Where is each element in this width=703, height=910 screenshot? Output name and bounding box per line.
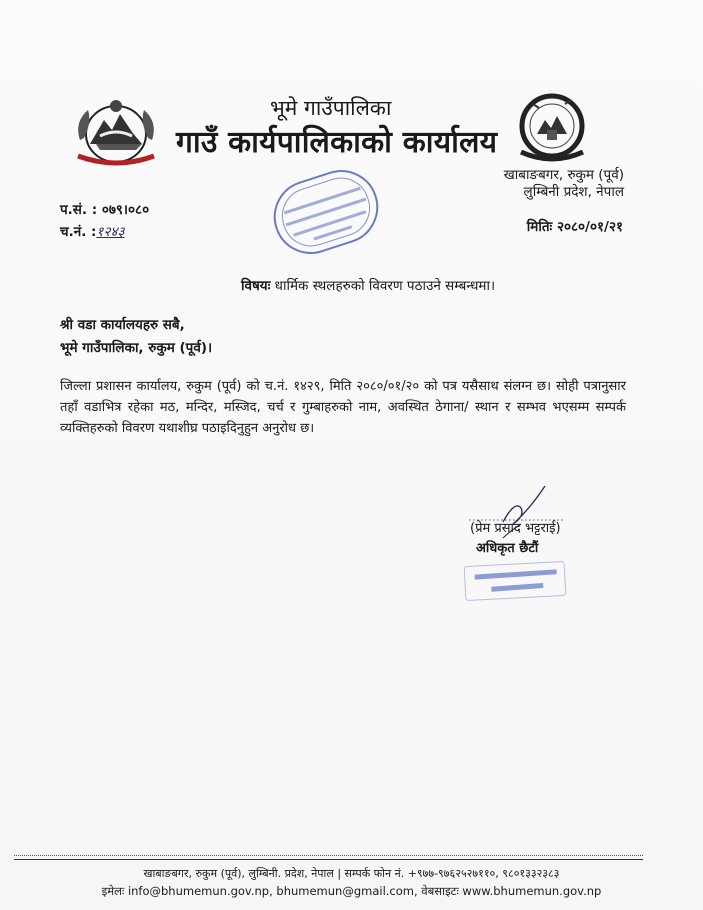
- municipality-logo-icon: [515, 90, 589, 168]
- signatory-name: (प्रेम प्रसाद भट्टराई): [470, 521, 561, 536]
- letter-subject: [241, 276, 495, 294]
- subject-label: विषयः: [241, 278, 271, 294]
- date-value: २०८०/०१/२१: [556, 219, 623, 235]
- signatory-stamp: [462, 559, 568, 602]
- nepal-emblem-icon: [70, 92, 162, 170]
- office-title: गाउँ कार्यपालिकाको कार्यालय: [176, 125, 498, 160]
- letter-date: [473, 217, 623, 235]
- dispatch-number: [60, 222, 125, 240]
- footer-email-web: इमेलः info@bhumemun.gov.np, bhumemun@gmail.com, वेबसाइटः www.bhumemun.gov.np: [101, 884, 602, 898]
- municipality-name: भूमे गाउँपालिका: [270, 96, 392, 120]
- address-line1: खाबाङबगर, रुकुम (पूर्व): [503, 167, 624, 183]
- recipient-line2: भूमे गाउँपालिका, रुकुम (पूर्व)।: [60, 340, 213, 356]
- footer-divider: [14, 859, 643, 860]
- address-line2: लुम्बिनी प्रदेश, नेपाल: [523, 184, 624, 200]
- recipient-line1: श्री वडा कार्यालयहरु सबै,: [60, 317, 185, 333]
- letter-body: जिल्ला प्रशासन कार्यालय, रुकुम (पूर्व) को च.नं. १४२९, मिति २०८०/०१/२० को पत्र यसैसाथ संलग्न छ। सोही पत्रानुसार तहाँ वडाभित्र रहेका मठ, मन्दिर, मस्जिद, चर्च र गुम्बाहरुको नाम, अवस्थित ठेगाना/ स्थान र सम्भव भएसम्म सम्पर्क व्यक्तिहरुको विवरण यथाशीघ्र पठाइदिनुहुन अनुरोध छ।: [60, 379, 626, 436]
- footer-contact: खाबाङबगर, रुकुम (पूर्व), लुम्बिनी. प्रदेश, नेपाल | सम्पर्क फोन नं. +९७७-९७६२५२७११०, ९८०१३३२३८३: [143, 867, 560, 880]
- office-stamp: [256, 154, 396, 271]
- reference-number: [60, 200, 149, 218]
- cn-value: १२४३: [96, 224, 125, 240]
- ps-value: ०७९।०८०: [101, 202, 150, 218]
- cn-label: च.नं. :: [60, 224, 97, 240]
- footer-divider-dotted: [14, 855, 643, 856]
- date-label: मितिः: [526, 219, 557, 235]
- signatory-post: अधिकृत छैटौं: [476, 541, 539, 556]
- subject-text: धार्मिक स्थलहरुको विवरण पठाउने सम्बन्धमा।: [270, 278, 496, 294]
- ps-label: प.सं. :: [60, 202, 102, 218]
